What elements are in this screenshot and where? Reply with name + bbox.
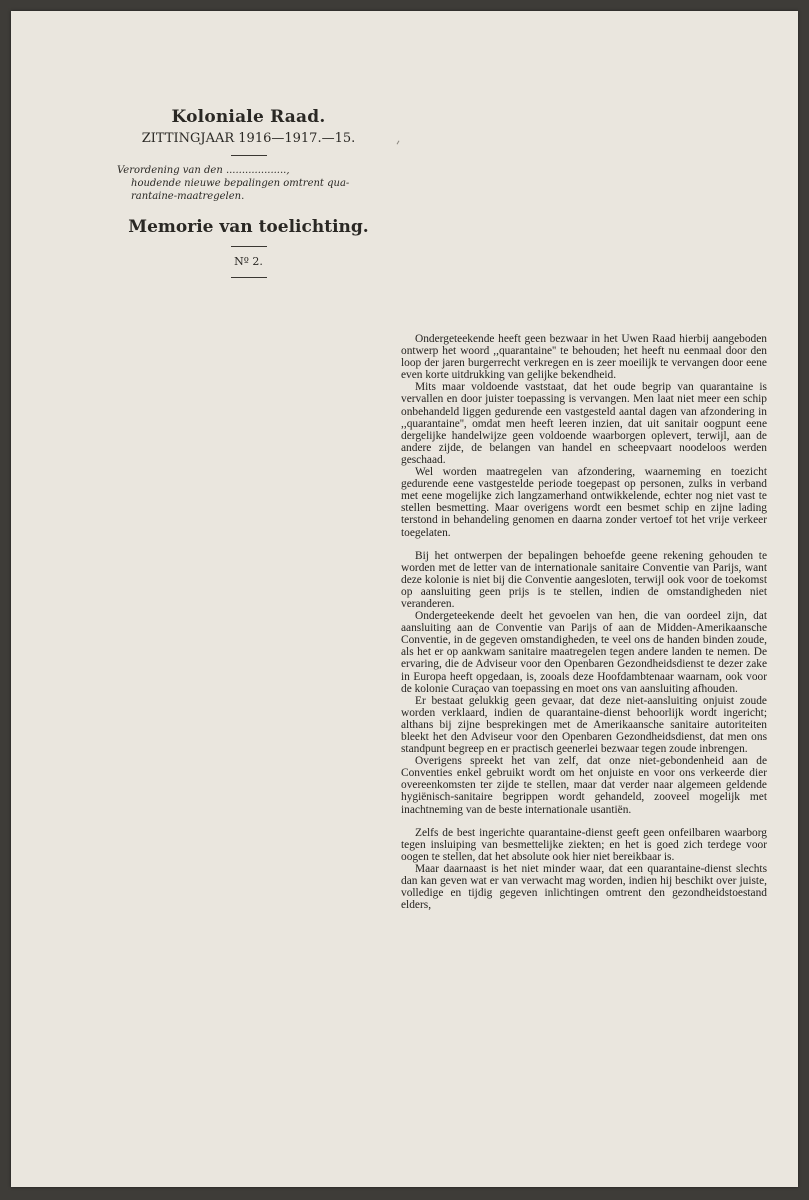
pencil-mark: [397, 141, 400, 145]
ordinance-line-1: Verordening van den ...................,: [117, 165, 290, 176]
paragraph: Zelfs de best ingerichte quarantaine-dienst geeft geen onfeilbaren waarborg tegen insluiping van besmettelijke ziekten; en het is goed zich terdege voor oogen te stellen, dat het absolute ook hier niet bereikbaar is.: [401, 826, 767, 863]
document-number: Nº 2.: [234, 255, 263, 268]
paragraph: Ondergeteekende heeft geen bezwaar in het Uwen Raad hierbij aangeboden ontwerp het woord ,,quarantaine'' te behouden; het heeft nu eenmaal door den loop der jaren burgerrecht verkregen en is zeer moeilijk te vervangen door eene even korte uitdrukking van gelijke bekendheid.: [401, 333, 767, 382]
body-text: [401, 333, 767, 911]
ordinance-line-3: rantaine-maatregelen.: [131, 191, 245, 202]
paragraph: Mits maar voldoende vaststaat, dat het oude begrip van quarantaine is vervallen en door juister toepassing is vervangen. Men laat niet meer een schip onbehandeld liggen gedurende een vastgesteld aantal dagen van afzondering in ,,quarantaine'', omdat men heeft leeren inzien, dat uit sanitair oogpunt eene dergelijke handelwijze geen voldoende waarborgen oplevert, terwijl, aan de andere zijde, de belangen van handel en scheepvaart noodeloos werden geschaad.: [401, 381, 767, 466]
ordinance-description: [111, 164, 386, 203]
paragraph: Wel worden maatregelen van afzondering, waarneming en toezicht gedurende eene vastgestelde periode toegepast op personen, zulks in verband met eene mogelijke zich langzamerhand ontwikkelende, echter nog niet vast te stellen besmetting. Maar overigens wordt een besmet schip en zijne lading terstond in behandeling genomen en daarna zonder vertoef tot het vrije verkeer toegelaten.: [401, 466, 767, 539]
document-page: [11, 11, 798, 1187]
paragraph: Overigens spreekt het van zelf, dat onze niet-gebondenheid aan de Conventies enkel gebruikt wordt om het onjuiste en voor ons verkeerde dier overeenkomsten ter zijde te stellen, maar dat verder naar algemeen geldende hygiënisch-sanitaire begrippen wordt gehandeld, zooveel mogelijk met inachtneming van de beste internationale usantiën.: [401, 755, 767, 816]
document-header: [111, 107, 386, 286]
paragraph: Ondergeteekende deelt het gevoelen van hen, die van oordeel zijn, dat aansluiting aan de Conventie van Parijs of aan de Midden-Amerikaansche Conventie, in de gegeven omstandigheden, te veel ons de handen binden zoude, als het er op aankwam sanitaire maatregelen tegen andere landen te nemen. De ervaring, die de Adviseur voor den Openbaren Gezondheidsdienst te dezer zake in Europa heeft opgedaan, is, zooals deze Hoofdambtenaar waarnam, ook voor de kolonie Curaçao van toepassing en moet ons van aansluiting afhouden.: [401, 610, 767, 695]
ordinance-line-2: houdende nieuwe bepalingen omtrent qua-: [131, 178, 350, 189]
paragraph: Bij het ontwerpen der bepalingen behoefde geene rekening gehouden te worden met de letter van de internationale sanitaire Conventie van Parijs, want deze kolonie is niet bij die Conventie aangesloten, terwijl ook voor de toekomst op aansluiting geen prijs is te stellen, indien de omstandigheden niet veranderen.: [401, 549, 767, 610]
paragraph: Er bestaat gelukkig geen gevaar, dat deze niet-aansluiting onjuist zoude worden verklaard, indien de quarantaine-dienst behoorlijk wordt ingericht; althans bij zijne besprekingen met de Amerikaansche sanitaire autoriteiten bleekt het den Adviseur voor den Openbaren Gezondheidsdienst, dat men ons standpunt begreep en er practisch geenerlei bezwaar tegen zoude inbrengen.: [401, 694, 767, 756]
divider: [231, 277, 267, 278]
session-year: ZITTINGJAAR 1916—1917.—15.: [141, 131, 356, 146]
divider: [231, 155, 267, 156]
council-title: Koloniale Raad.: [171, 107, 326, 127]
memorie-heading: Memorie van toelichting.: [128, 217, 369, 237]
paragraph: Maar daarnaast is het niet minder waar, dat een quarantaine-dienst slechts dan kan geven wat er van verwacht mag worden, indien hij beschikt over juiste, volledige en tijdig gegeven inlichtingen omtrent den gezondheidstoestand elders,: [401, 862, 767, 912]
divider: [231, 246, 267, 247]
